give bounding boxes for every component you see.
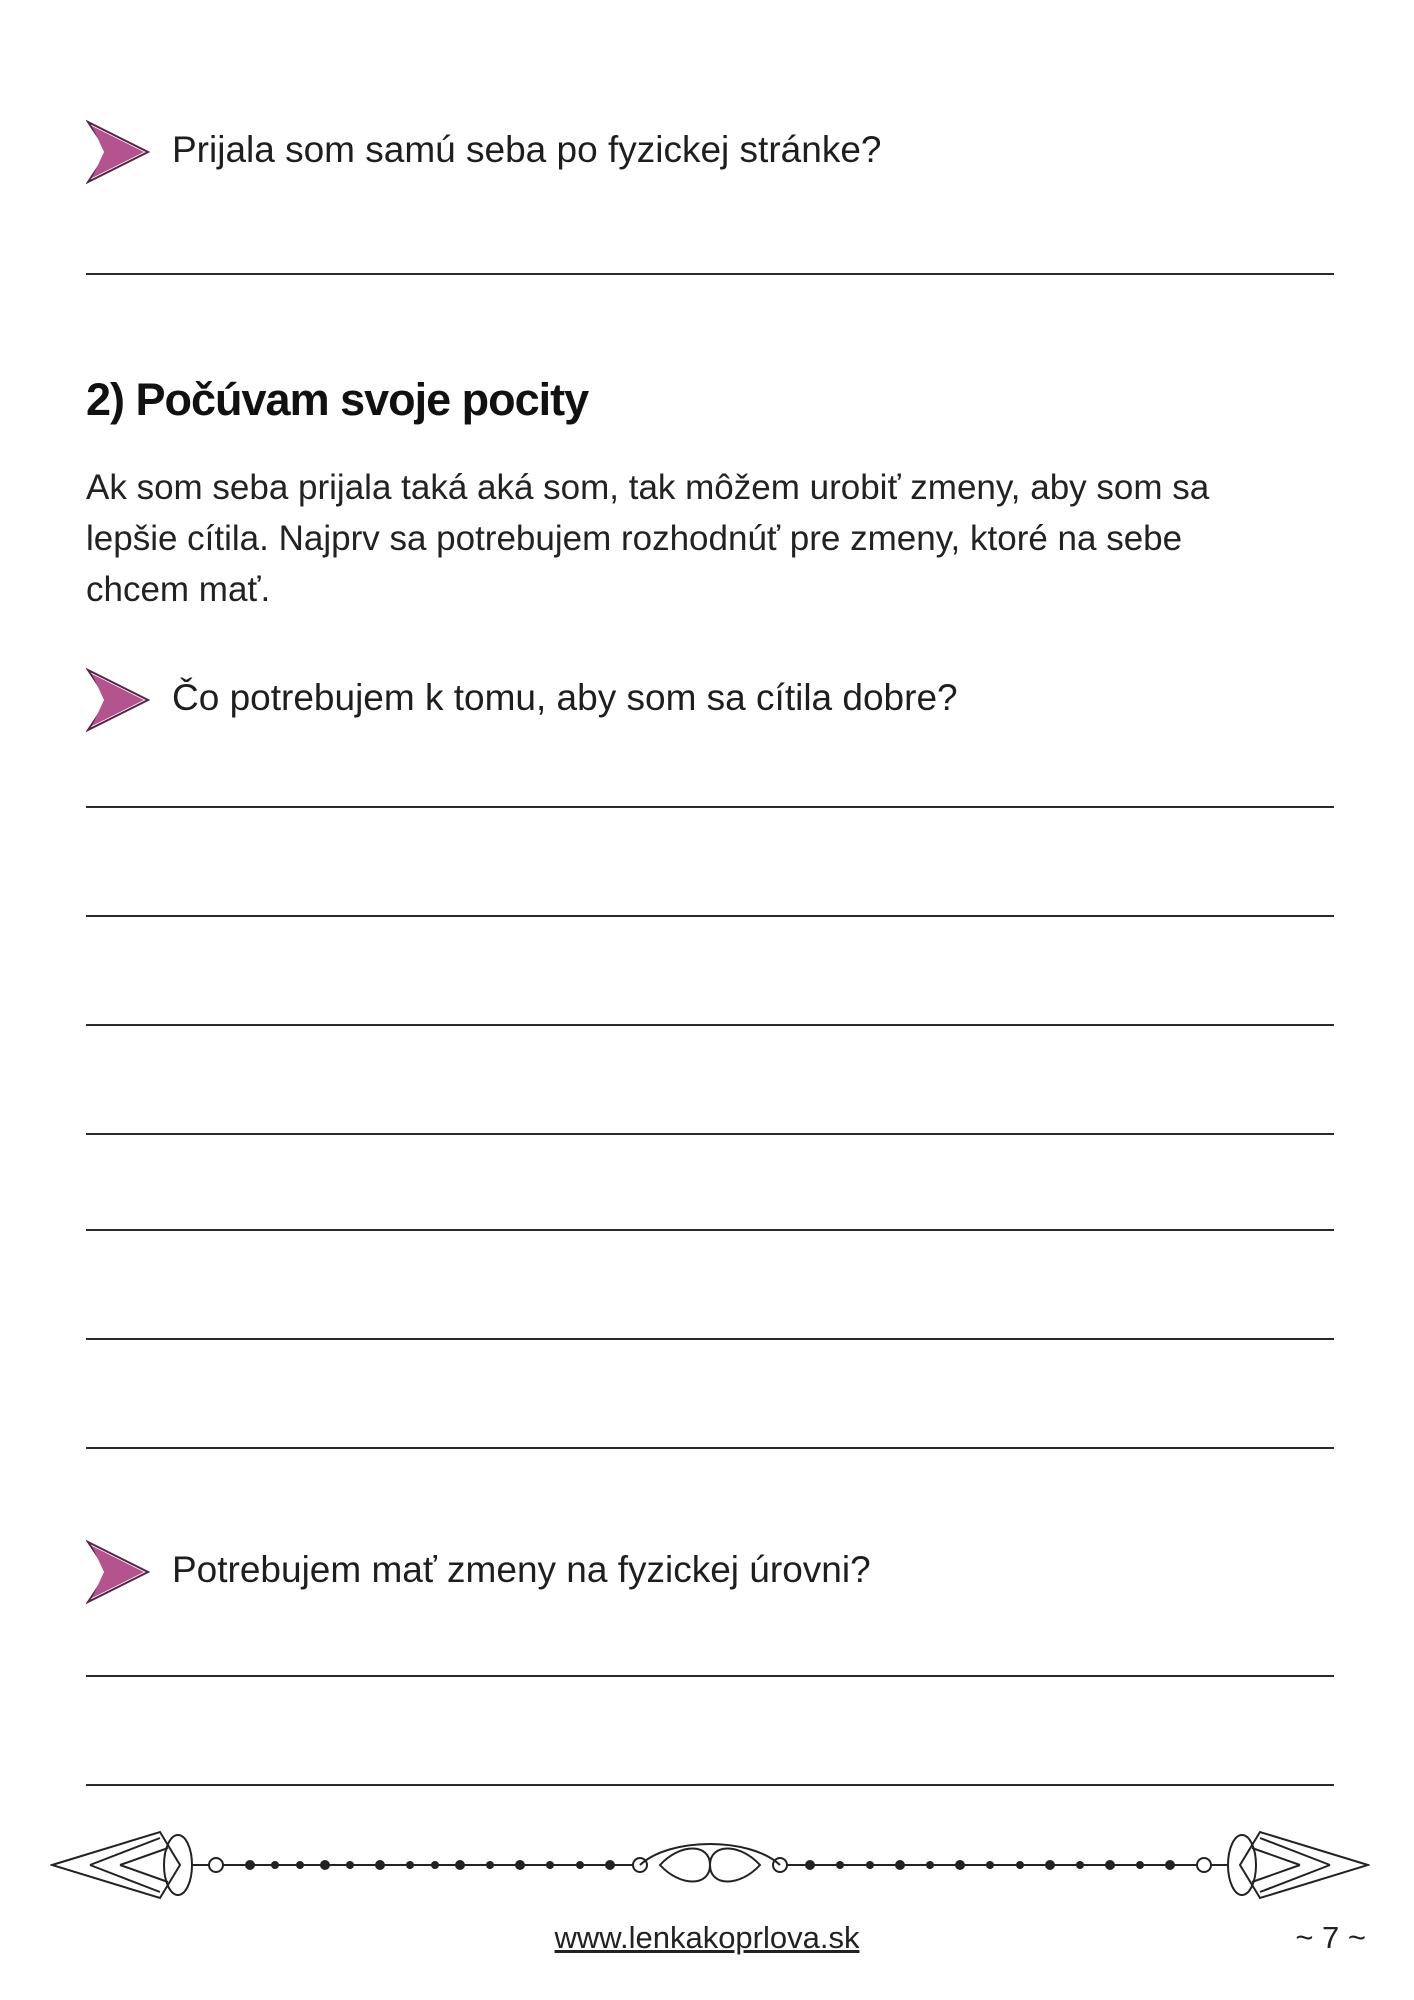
answer-line[interactable] [86,273,1334,275]
section-heading: 2) Počúvam svoje pocity [86,374,589,425]
answer-line[interactable] [86,1447,1334,1449]
question-text: Potrebujem mať zmeny na fyzickej úrovni? [172,1549,871,1590]
section-paragraph [86,462,1286,615]
website-link[interactable]: www.lenkakoprlova.sk [554,1920,860,1955]
answer-line[interactable] [86,1784,1334,1786]
answer-line[interactable] [86,1133,1334,1135]
page-number: ~ 7 ~ [1295,1920,1366,1955]
question-text: Čo potrebujem k tomu, aby som sa cítila dobre? [172,677,958,718]
answer-line[interactable] [86,1338,1334,1340]
answer-line[interactable] [86,806,1334,808]
chevron-arrow-icon [86,1540,150,1604]
paragraph-line: chcem mať. [86,570,271,609]
paragraph-line: lepšie cítila. Najprv sa potrebujem rozhodnúť pre zmeny, ktoré na sebe [86,519,1183,558]
chevron-arrow-icon [86,668,150,732]
paragraph-line: Ak som seba prijala taká aká som, tak môžem urobiť zmeny, aby som sa [86,468,1210,507]
question-text: Prijala som samú seba po fyzickej stránke? [172,129,882,170]
answer-line[interactable] [86,1024,1334,1026]
answer-line[interactable] [86,915,1334,917]
ornamental-divider-icon [50,1820,1370,1910]
answer-line[interactable] [86,1675,1334,1677]
answer-line[interactable] [86,1229,1334,1231]
chevron-arrow-icon [86,120,150,184]
